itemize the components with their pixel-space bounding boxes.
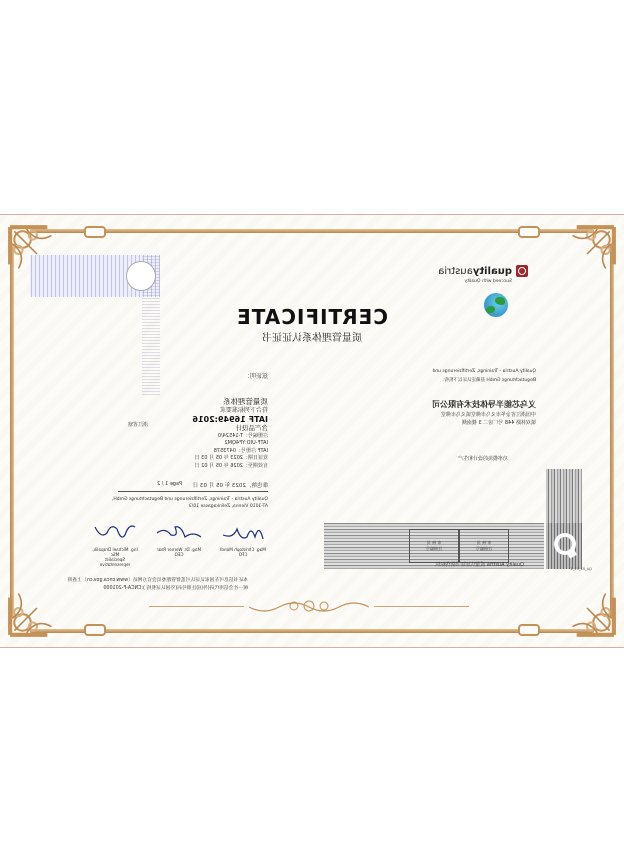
hologram-seal-icon: [126, 261, 156, 291]
certificate-subtitle: 质量管理体系认证证书: [262, 333, 362, 344]
organization-name: 义乌芯能半导体技术有限公司: [432, 400, 536, 409]
quality-austria-logo: qualityaustria: [438, 265, 528, 277]
ornate-corner-icon: [6, 577, 68, 639]
bottom-flourish-ornament: [149, 597, 469, 617]
security-band-caption: Quality Austria 质量认证证书防伪标识: [435, 562, 524, 568]
standard-block: 质量管理体系 符合下列标准要求 IATF 16949:2016 含产品设计: [192, 397, 268, 432]
verification-footnote: 本证书信息可在国家认证认可监督管理委员会官方网站（www.cnca.gov.cn）上查询 统一社会信用代码(外国)注册号码(外国认证机构 ):CNCA-F-201000: [67, 578, 248, 591]
signature-icon: [155, 521, 203, 543]
frame-knot-ornament: [84, 226, 106, 238]
frame-top-border: [30, 229, 594, 233]
mirrored-certificate-content: [0, 215, 624, 647]
signatures: [90, 521, 268, 567]
issuer-statement: Quality Austria - Trainings, Zertifizierungs und Begutachtungs GmbH 兹确定认证以下机构：: [432, 369, 536, 383]
signature-block: Mag. Dr. Werner Paar CEO: [154, 521, 204, 567]
auditor-stamp-boxes: [409, 529, 509, 563]
frame-knot-ornament: [84, 624, 106, 636]
frame-knot-ornament: [518, 624, 540, 636]
signature-icon: [219, 521, 267, 543]
frame-bottom-border: [30, 629, 594, 633]
auditor-stamp-box: 审 核 员 注册编号: [459, 529, 509, 563]
logo-tagline: Succeed with Quality: [464, 279, 512, 284]
signature-icon: [91, 521, 139, 543]
certificate-sheet: [0, 214, 624, 648]
frame-knot-ornament: [518, 226, 540, 238]
quality-austria-logo-icon: [516, 265, 528, 277]
frame-right-border: [10, 245, 14, 617]
organization-address: 中国浙江省金华市义乌市佛堂镇义乌市佛堂 镇双林路 448 号厂房二 3 楼南侧: [440, 412, 536, 426]
signature-block: Ing. Michael Drapalik, MSc Specialist representative: [90, 521, 140, 567]
standard-name: IATF 16949:2016: [192, 415, 268, 424]
quality-austria-band-icon: [554, 533, 576, 555]
frame-left-border: [610, 245, 614, 617]
signature-block: Mag. Christoph Mondl CFO: [218, 521, 268, 567]
divider: [118, 491, 268, 492]
registration-details: 注册编号：T-14524/0 IATF-UID:YF4QM2 IATF 注册号：0473578 发证日期：2023 年 05 月 03 日 有效期至：2026 年 05 月 02 日: [194, 433, 268, 469]
scope-description: 功率模块的设计和生产: [457, 456, 508, 462]
issue-place-date: 维也纳，2023 年 05 月 03 日: [192, 483, 268, 489]
certificate-title: CERTIFICATE: [236, 305, 388, 329]
page-number: Page 1 / 2: [157, 481, 182, 487]
ornate-corner-icon: [556, 577, 618, 639]
quality-austria-address: Quality Austria - Trainings, Zertifizierungs und Begutachtungs GmbH, AT-1010 Vienna, Zelinkagasse 10/3: [111, 497, 268, 509]
ornate-corner-icon: [556, 223, 618, 285]
certify-label: 兹证明：: [243, 373, 268, 380]
security-band-code: QA_01_01_4: [570, 567, 592, 571]
side-note: 浙江省辖: [127, 422, 148, 428]
auditor-stamp-box: 审 核 员 注册编号: [409, 529, 459, 563]
